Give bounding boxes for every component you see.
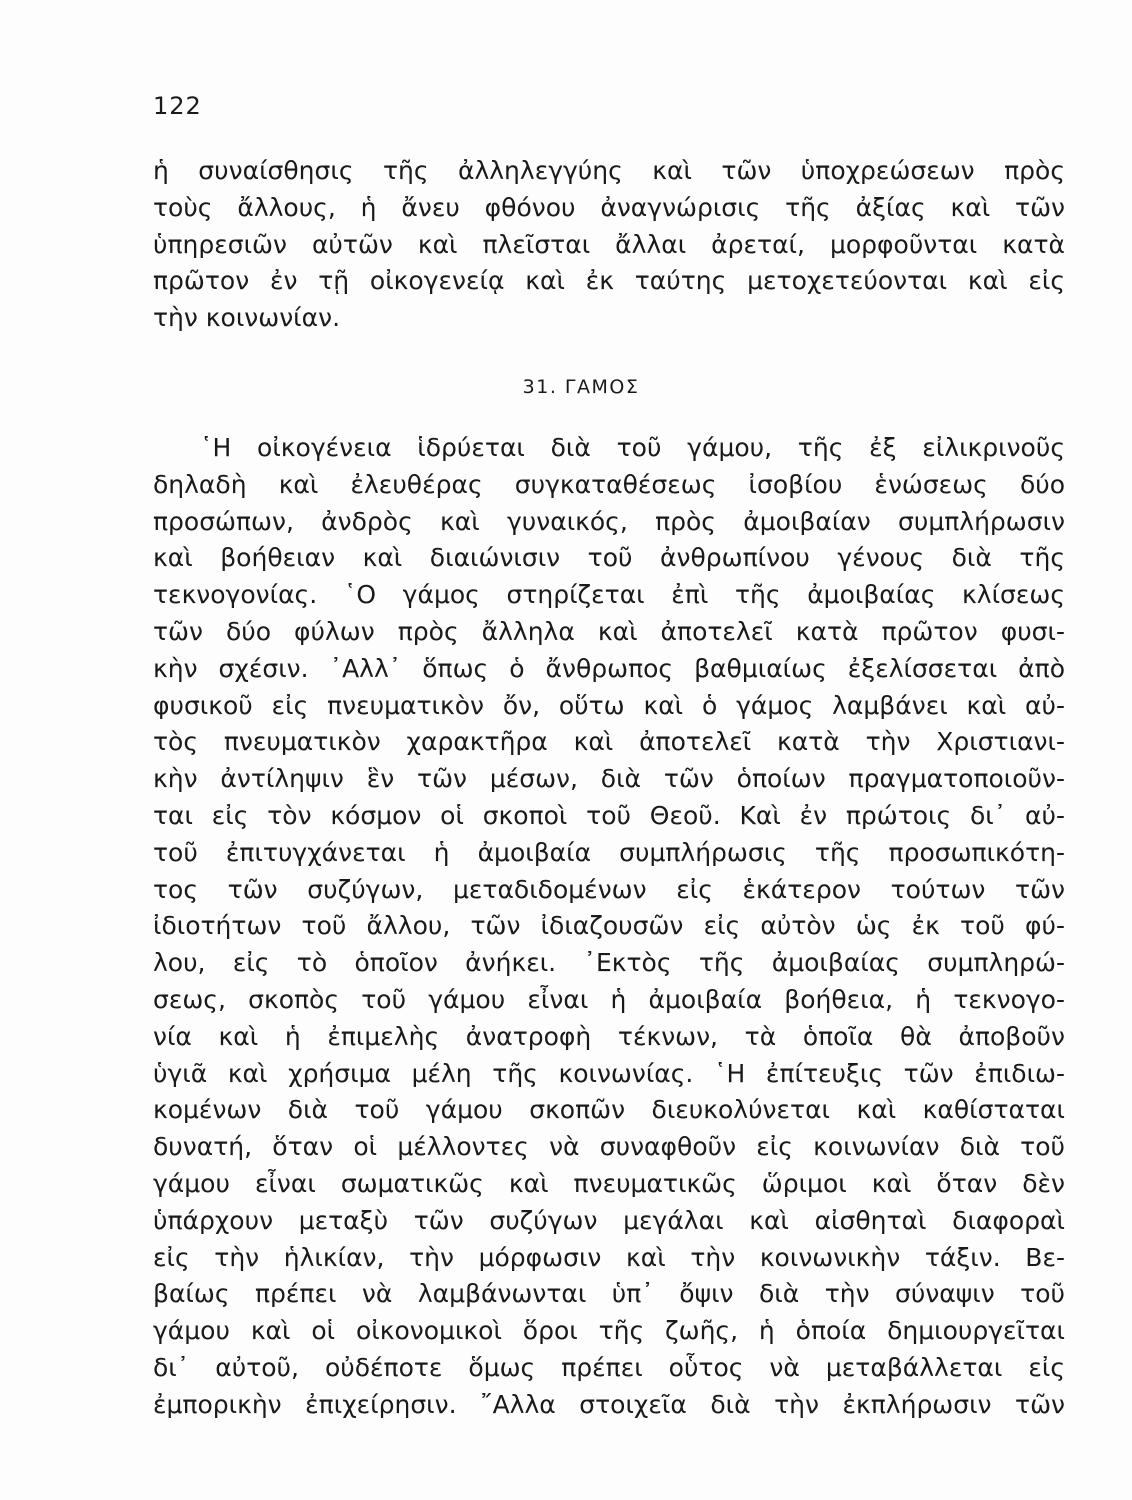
- text-line: τεκνογονίας. ῾Ο γάμος στηρίζεται ἐπὶ τῆς ἀμοιβαίας κλίσεως: [153, 580, 1065, 610]
- text-line: σεως, σκοπὸς τοῦ γάμου εἶναι ἡ ἀμοιβαία βοήθεια, ἡ τεκνογο-: [153, 984, 1065, 1014]
- text-line: κὴν ἀντίληψιν ἓν τῶν μέσων, διὰ τῶν ὁποίων πραγματοποιοῦν-: [153, 764, 1065, 794]
- main-paragraph: [153, 430, 1065, 1424]
- text-line: ται εἰς τὸν κόσμον οἱ σκοποὶ τοῦ Θεοῦ. Καὶ ἐν πρώτοις δι᾿ αὐ-: [153, 800, 1065, 830]
- text-line: γάμου εἶναι σωματικῶς καὶ πνευματικῶς ὥριμοι καὶ ὅταν δὲν: [153, 1168, 1065, 1198]
- text-line: γάμου καὶ οἱ οἰκονομικοὶ ὅροι τῆς ζωῆς, ἡ ὁποία δημιουργεῖται: [153, 1316, 1065, 1346]
- text-line: προσώπων, ἀνδρὸς καὶ γυναικός, πρὸς ἀμοιβαίαν συμπλήρωσιν: [153, 506, 1065, 536]
- section-heading: [0, 376, 1132, 398]
- text-line: φυσικοῦ εἰς πνευματικὸν ὄν, οὕτω καὶ ὁ γάμος λαμβάνει καὶ αὐ-: [153, 690, 1065, 720]
- section-heading-text: 31. ΓΑΜΟΣ: [522, 376, 640, 398]
- text-line: ὑπάρχουν μεταξὺ τῶν συζύγων μεγάλαι καὶ αἰσθηταὶ διαφοραὶ: [153, 1205, 1065, 1235]
- text-line: ἡ συναίσθησις τῆς ἀλληλεγγύης καὶ τῶν ὑποχρεώσεων πρὸς: [153, 156, 1065, 185]
- text-line: τὴν κοινωνίαν.: [153, 303, 341, 333]
- text-line: δι᾿ αὐτοῦ, οὐδέποτε ὅμως πρέπει οὗτος νὰ μεταβάλλεται εἰς: [153, 1352, 1065, 1382]
- text-line: ῾Η οἰκογένεια ἱδρύεται διὰ τοῦ γάμου, τῆς ἐξ εἰλικρινοῦς: [200, 433, 1065, 462]
- text-line: τος τῶν συζύγων, μεταδιδομένων εἰς ἑκάτερον τούτων τῶν: [153, 874, 1065, 904]
- text-line: ὑπηρεσιῶν αὐτῶν καὶ πλεῖσται ἄλλαι ἀρεταί, μορφοῦνται κατὰ: [153, 229, 1065, 259]
- text-line: κὴν σχέσιν. ᾿Αλλ᾿ ὅπως ὁ ἄνθρωπος βαθμιαίως ἐξελίσσεται ἀπὸ: [153, 653, 1065, 683]
- text-line: τοὺς ἄλλους, ἡ ἄνευ φθόνου ἀναγνώρισις τῆς ἀξίας καὶ τῶν: [153, 192, 1065, 222]
- text-line: δηλαδὴ καὶ ἐλευθέρας συγκαταθέσεως ἰσοβίου ἑνώσεως δύο: [153, 469, 1065, 499]
- text-line: τῶν δύο φύλων πρὸς ἄλληλα καὶ ἀποτελεῖ κατὰ πρῶτον φυσι-: [153, 616, 1065, 646]
- text-line: νία καὶ ἡ ἐπιμελὴς ἀνατροφὴ τέκνων, τὰ ὁποῖα θὰ ἀποβοῦν: [153, 1021, 1065, 1051]
- text-line: εἰς τὴν ἡλικίαν, τὴν μόρφωσιν καὶ τὴν κοινωνικὴν τάξιν. Βε-: [153, 1242, 1065, 1272]
- text-line: λου, εἰς τὸ ὁποῖον ἀνήκει. ᾿Εκτὸς τῆς ἀμοιβαίας συμπληρώ-: [153, 948, 1065, 978]
- text-line: πρῶτον ἐν τῇ οἰκογενείᾳ καὶ ἐκ ταύτης μετοχετεύονται καὶ εἰς: [153, 266, 1065, 296]
- text-line: ἐμπορικὴν ἐπιχείρησιν. ῎Αλλα στοιχεῖα διὰ τὴν ἐκπλήρωσιν τῶν: [153, 1389, 1065, 1419]
- intro-paragraph: [153, 153, 1065, 337]
- text-line: καὶ βοήθειαν καὶ διαιώνισιν τοῦ ἀνθρωπίνου γένους διὰ τῆς: [153, 543, 1065, 573]
- text-line: κομένων διὰ τοῦ γάμου σκοπῶν διευκολύνεται καὶ καθίσταται: [153, 1095, 1065, 1125]
- text-line: τοῦ ἐπιτυγχάνεται ἡ ἀμοιβαία συμπλήρωσις τῆς προσωπικότη-: [153, 837, 1065, 867]
- page-number: 122: [153, 92, 202, 120]
- text-line: ἰδιοτήτων τοῦ ἄλλου, τῶν ἰδιαζουσῶν εἰς αὐτὸν ὡς ἐκ τοῦ φύ-: [153, 911, 1065, 941]
- text-line: δυνατή, ὅταν οἱ μέλλοντες νὰ συναφθοῦν εἰς κοινωνίαν διὰ τοῦ: [153, 1132, 1065, 1162]
- text-line: βαίως πρέπει νὰ λαμβάνωνται ὑπ᾿ ὄψιν διὰ τὴν σύναψιν τοῦ: [153, 1279, 1065, 1309]
- text-line: τὸς πνευματικὸν χαρακτῆρα καὶ ἀποτελεῖ κατὰ τὴν Χριστιανι-: [153, 727, 1065, 757]
- text-line: ὑγιᾶ καὶ χρήσιμα μέλη τῆς κοινωνίας. ῾Η ἐπίτευξις τῶν ἐπιδιω-: [153, 1058, 1065, 1088]
